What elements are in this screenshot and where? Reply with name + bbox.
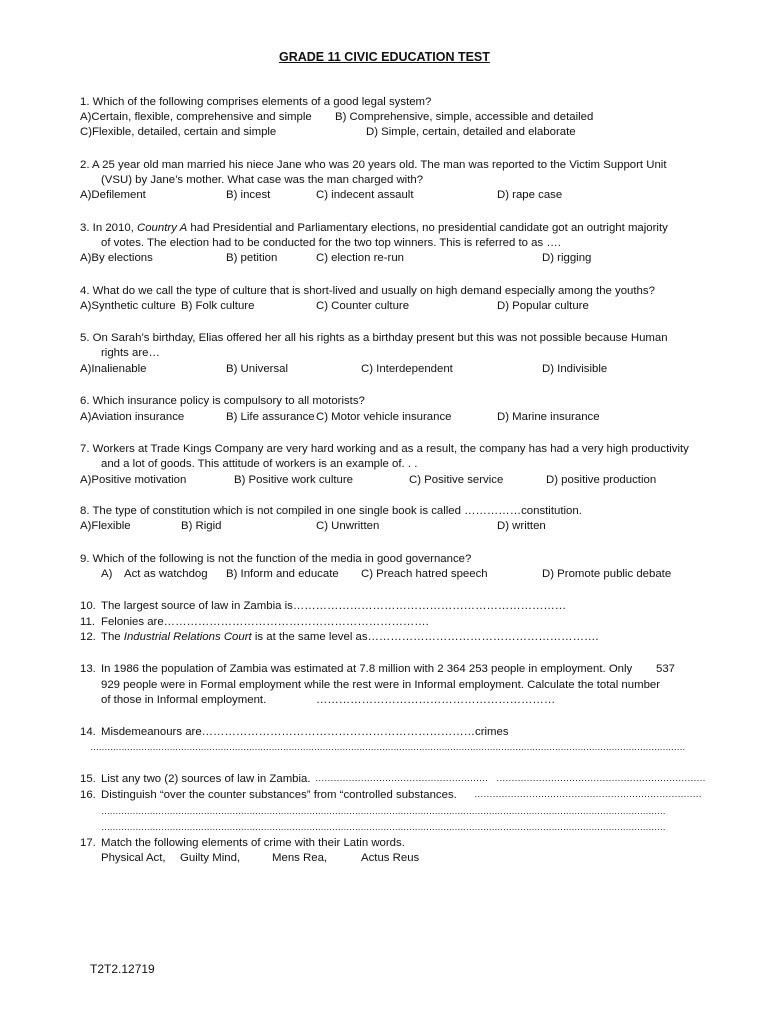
question-1-option-c: C)Flexible, detailed, certain and simple [80, 126, 277, 138]
question-1-option-d: D) Simple, certain, detailed and elaborate [366, 126, 576, 138]
question-1-option-a: A)Certain, flexible, comprehensive and simple [80, 111, 312, 123]
question-7-option-b: B) Positive work culture [234, 474, 354, 486]
question-12-pre: The [101, 631, 124, 643]
question-3-option-a: A)By elections [80, 252, 153, 264]
question-2-option-b: B) incest [226, 189, 271, 201]
question-14-number: 14. [80, 726, 96, 738]
question-2-option-a: A)Defilement [80, 189, 146, 201]
question-9-option-a: Act as watchdog [124, 568, 208, 580]
question-3-stem-post: had Presidential and Parliamentary elections, no presidential candidate got an outright majority [187, 222, 668, 234]
question-17-word-guilty-mind: Guilty Mind, [180, 852, 241, 864]
question-8-option-d: D) written [497, 520, 546, 532]
question-2-stem-line1: 2. A 25 year old man married his niece Jane who was 20 years old. The man was reported to the Victim Support Unit [80, 159, 667, 171]
question-9-option-d: D) Promote public debate [542, 568, 672, 580]
question-12-emphasis: Industrial Relations Court [123, 631, 252, 643]
question-5-option-d: D) Indivisible [542, 363, 608, 375]
question-13-line2: 929 people were in Formal employment while the rest were in Informal employment. Calculate the total number [101, 679, 661, 691]
question-12-number: 12. [80, 631, 96, 643]
question-3-option-c: C) election re-run [316, 252, 404, 264]
question-16-answer-blank: ………………………………………………………………… [474, 789, 702, 800]
question-9-option-c: C) Preach hatred speech [361, 568, 488, 580]
question-4-option-d: D) Popular culture [497, 300, 589, 312]
question-14-text: Misdemeanours are………………………………………………………………crimes [101, 726, 509, 738]
question-4-option-a: A)Synthetic culture [80, 300, 176, 312]
question-4-option-c: C) Counter culture [316, 300, 410, 312]
question-3-stem-line2: of votes. The election had to be conducted for the two top winners. This is referred to as …. [101, 237, 561, 249]
question-9-stem: 9. Which of the following is not the function of the media in good governance? [80, 553, 472, 565]
question-17-text: Match the following elements of crime with their Latin words. [101, 837, 405, 849]
question-2-option-c: C) indecent assault [316, 189, 414, 201]
question-2-option-d: D) rape case [497, 189, 563, 201]
question-3-option-d: D) rigging [542, 252, 592, 264]
question-17-word-physical-act: Physical Act, [101, 852, 166, 864]
question-13-answer-blank: ……………………………………………………… [316, 694, 556, 706]
question-5-stem-line1: 5. On Sarah’s birthday, Elias offered her all his rights as a birthday present but this was not possible because Human [80, 332, 668, 344]
question-16-text: Distinguish “over the counter substances” from “controlled substances. [101, 789, 457, 801]
question-10-number: 10. [80, 600, 96, 612]
question-7-option-d: D) positive production [546, 474, 657, 486]
question-16-number: 16. [80, 789, 96, 801]
question-6-option-d: D) Marine insurance [497, 411, 600, 423]
question-13-line1: In 1986 the population of Zambia was estimated at 7.8 million with 2 364 253 people in employment. Only [101, 663, 633, 675]
question-15-text: List any two (2) sources of law in Zambia. [101, 773, 311, 785]
question-4-option-b: B) Folk culture [181, 300, 255, 312]
question-8-option-a: A)Flexible [80, 520, 131, 532]
question-14-answer-line: ………………………………………………………………………………………………………………………………………………………………………………………… [90, 742, 685, 752]
question-12-text [101, 630, 599, 644]
question-16-answer-line-3: ……………………………………………………………………………………………………………………………………………………………………………… [101, 822, 666, 832]
question-17-word-mens-rea: Mens Rea, [272, 852, 328, 864]
question-11-text: Felonies are……………………………………………………………. [101, 616, 429, 628]
question-7-option-c: C) Positive service [409, 474, 504, 486]
question-6-stem: 6. Which insurance policy is compulsory to all motorists? [80, 395, 365, 407]
question-13-line3: of those in Informal employment. [101, 694, 267, 706]
question-8-stem: 8. The type of constitution which is not compiled in one single book is called ……………constitution. [80, 505, 582, 517]
question-11-number: 11. [80, 616, 95, 628]
question-7-stem-line2: and a lot of goods. This attitude of workers is an example of. . . [101, 458, 418, 470]
question-8-option-c: C) Unwritten [316, 520, 380, 532]
question-3-stem-emphasis: Country A [137, 222, 188, 234]
question-17-word-actus-reus: Actus Reus [361, 852, 420, 864]
page-title: GRADE 11 CIVIC EDUCATION TEST [279, 50, 490, 64]
question-10-text: The largest source of law in Zambia is……………………………………………………………… [101, 600, 567, 612]
question-6-option-b: B) Life assurance [226, 411, 315, 423]
question-2-stem-line2: (VSU) by Jane’s mother. What case was the man charged with? [101, 174, 424, 186]
question-1-stem: 1. Which of the following comprises elements of a good legal system? [80, 96, 432, 108]
question-17-number: 17. [80, 837, 96, 849]
question-15-answer-blank-1: ………………………………………………… [315, 773, 488, 784]
question-1-option-b: B) Comprehensive, simple, accessible and detailed [335, 111, 594, 123]
question-9-option-a-letter: A) [101, 568, 113, 580]
question-7-option-a: A)Positive motivation [80, 474, 187, 486]
question-6-option-a: A)Aviation insurance [80, 411, 185, 423]
question-9-option-b: B) Inform and educate [226, 568, 339, 580]
question-15-answer-blank-2: …………………………………………………………… [496, 773, 706, 784]
footer-code: T2T2.12719 [90, 962, 155, 976]
question-5-option-a: A)Inalienable [80, 363, 147, 375]
question-6-option-c: C) Motor vehicle insurance [316, 411, 452, 423]
question-3-option-b: B) petition [226, 252, 278, 264]
question-12-post: is at the same level as……………………………………………………. [251, 631, 599, 643]
question-5-option-b: B) Universal [226, 363, 289, 375]
question-5-stem-line2: rights are… [101, 347, 160, 359]
question-13-line1-number: 537 [656, 663, 676, 675]
question-4-stem: 4. What do we call the type of culture that is short-lived and usually on high demand especially among the youths? [80, 285, 655, 297]
question-3-stem-pre: 3. In 2010, [80, 222, 137, 234]
question-15-number: 15. [80, 773, 96, 785]
question-8-option-b: B) Rigid [181, 520, 222, 532]
question-16-answer-line-2: ……………………………………………………………………………………………………………………………………………………………………………… [101, 806, 666, 816]
question-3-stem-line1 [80, 221, 668, 235]
question-5-option-c: C) Interdependent [361, 363, 453, 375]
question-7-stem-line1: 7. Workers at Trade Kings Company are very hard working and as a result, the company has had a very high productivity [80, 443, 689, 455]
question-13-number: 13. [80, 663, 96, 675]
